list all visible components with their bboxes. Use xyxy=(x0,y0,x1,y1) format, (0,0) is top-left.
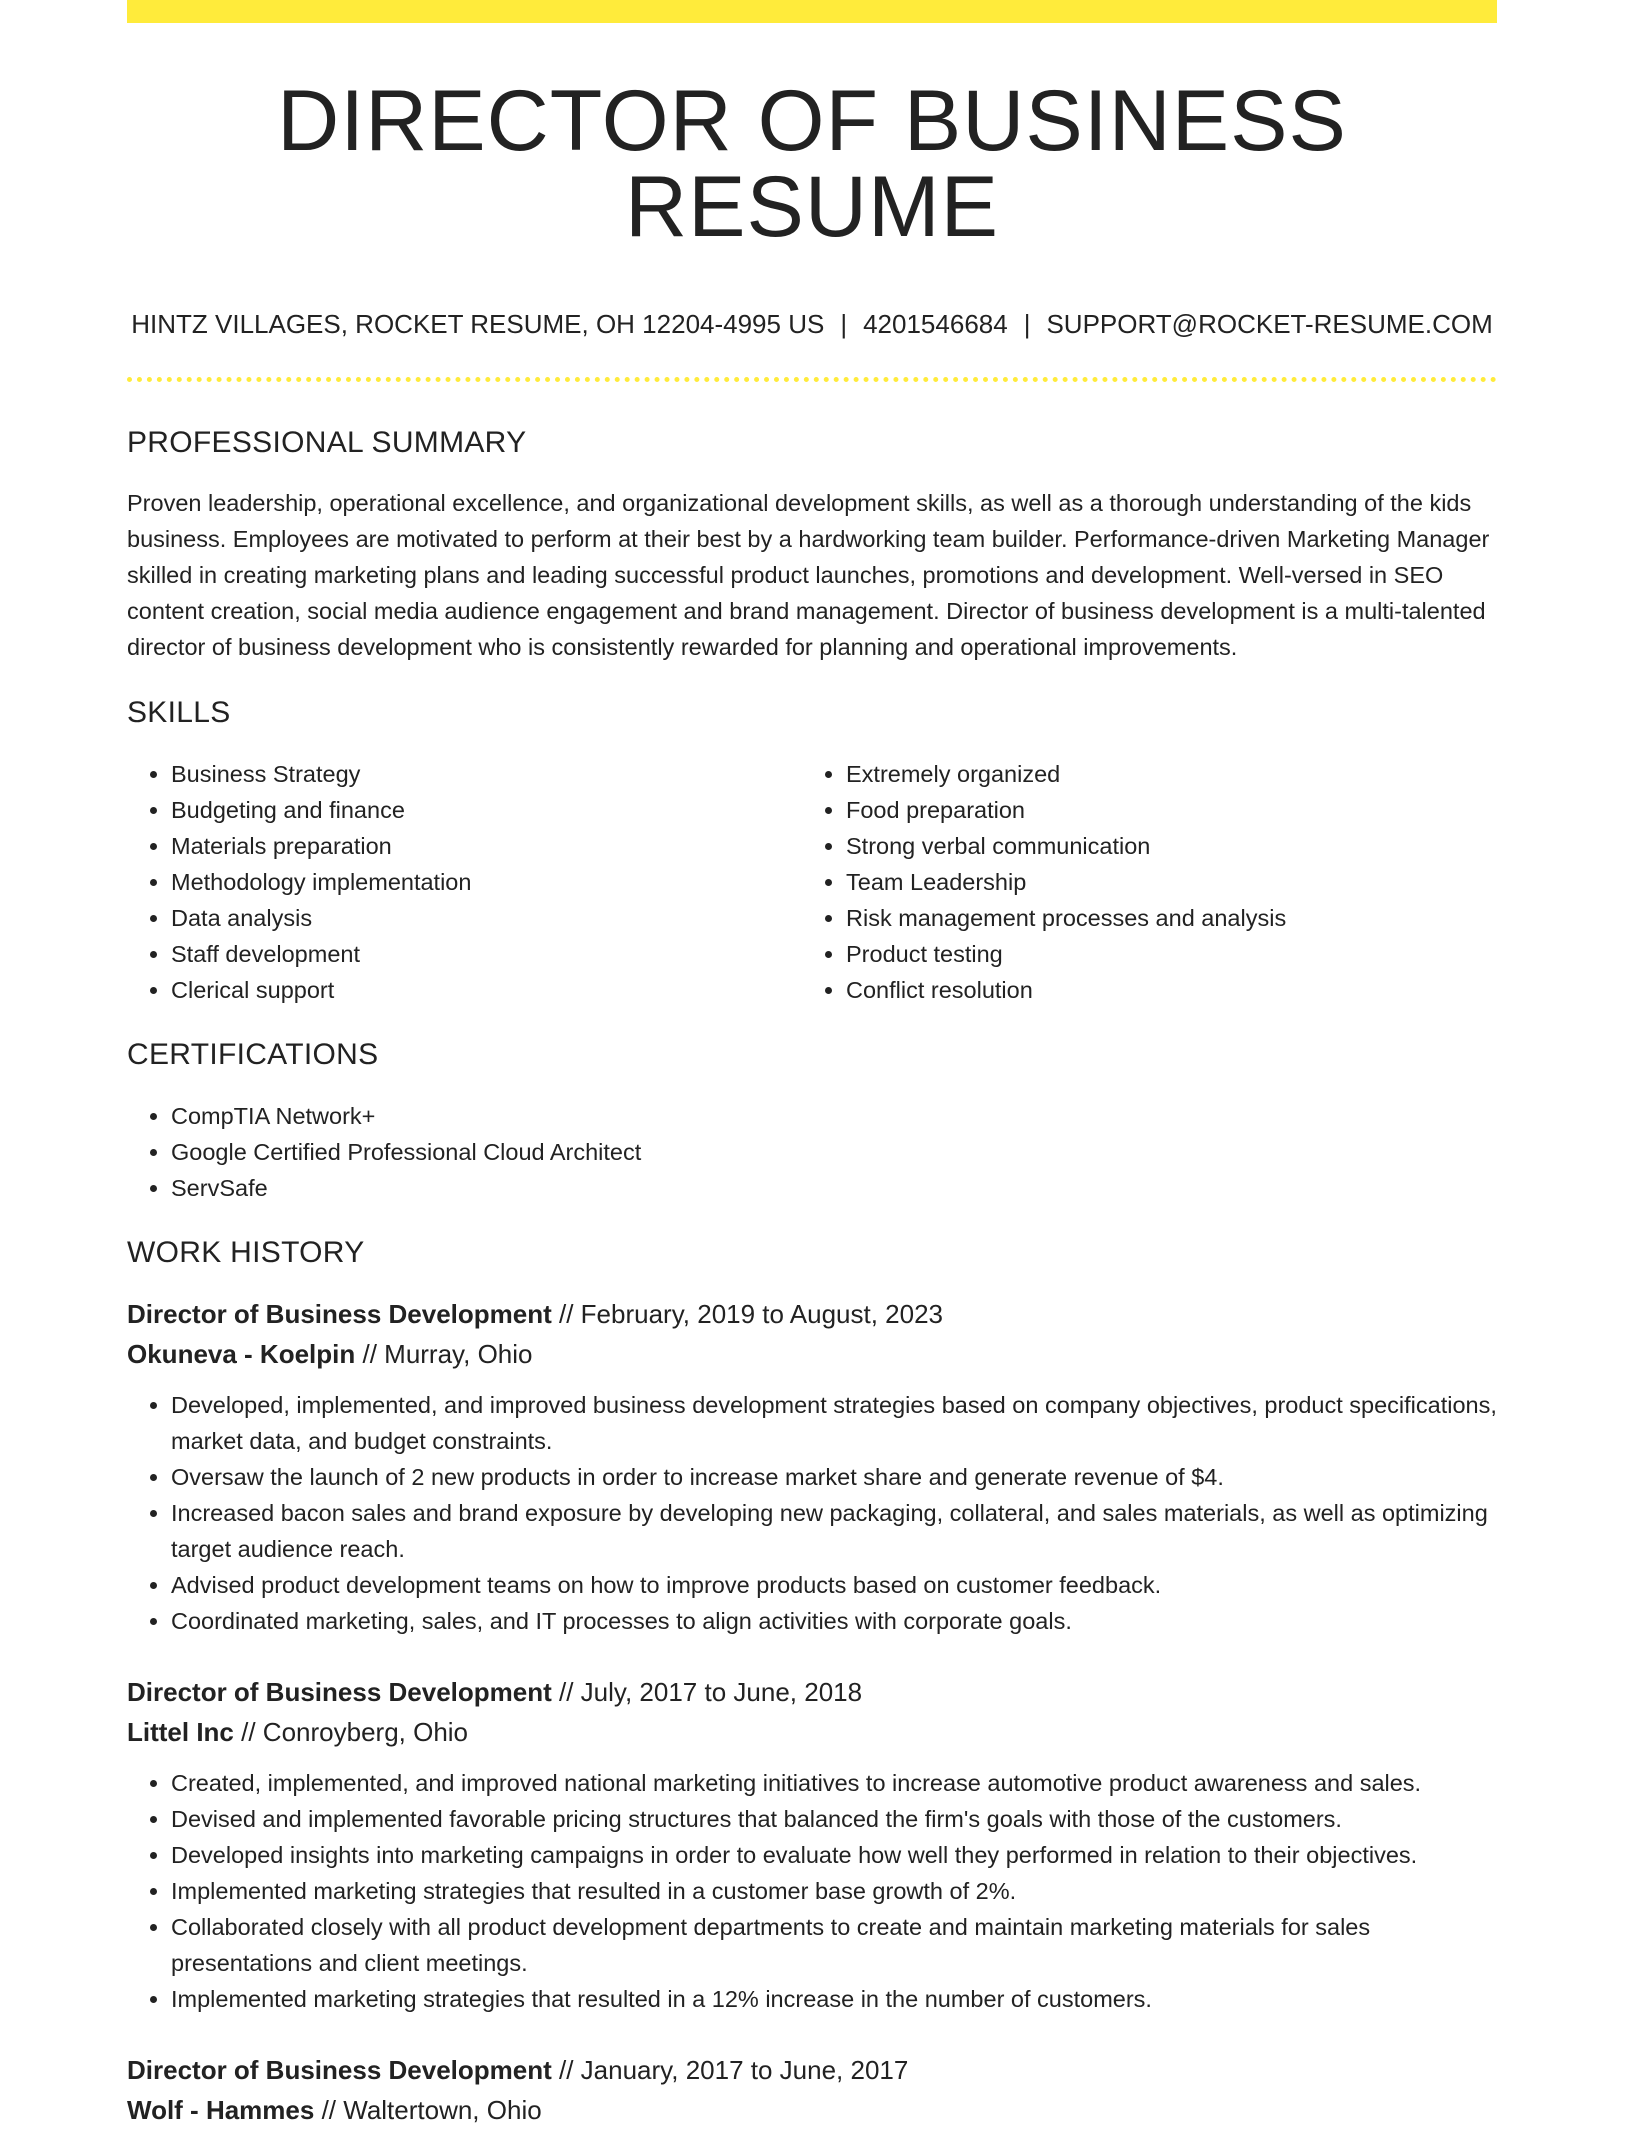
job-bullet: • Implemented marketing strategies that resulted in a 12% increase in the number of customers. xyxy=(171,1981,1497,2017)
job-bullet: • Developed insights into marketing campaigns in order to evaluate how well they performed in relation to their objectives. xyxy=(171,1837,1497,1873)
skill-item: • Business Strategy xyxy=(171,756,802,792)
skill-item: • Budgeting and finance xyxy=(171,792,802,828)
job-bullet: • Developed, implemented, and improved business development strategies based on company objectives, product specifications, market data, and budget constraints. xyxy=(171,1387,1497,1459)
job-dates: // January, 2017 to June, 2017 xyxy=(551,2055,909,2085)
job-bullet: • Created, implemented, and improved national marketing initiatives to increase automotive product awareness and sales. xyxy=(171,1765,1497,1801)
certification-item: • ServSafe xyxy=(171,1170,1497,1206)
skill-item: • Materials preparation xyxy=(171,828,802,864)
job-company: Littel Inc xyxy=(127,1717,234,1747)
job-entry xyxy=(127,1294,1497,1639)
accent-bar xyxy=(127,0,1497,23)
skill-item: • Conflict resolution xyxy=(846,972,1477,1008)
job-bullet: • Coordinated marketing, sales, and IT processes to align activities with corporate goals. xyxy=(171,1603,1497,1639)
contact-email: SUPPORT@ROCKET-RESUME.COM xyxy=(1046,309,1493,339)
skill-item: • Extremely organized xyxy=(846,756,1477,792)
job-location: // Waltertown, Ohio xyxy=(314,2095,542,2125)
contact-separator: | xyxy=(840,309,848,339)
job-bullet: • Devised and implemented favorable pricing structures that balanced the firm's goals with those of the customers. xyxy=(171,1801,1497,1837)
job-bullet: • Increased bacon sales and brand exposure by developing new packaging, collateral, and sales materials, as well as optimizing target audience reach. xyxy=(171,1495,1497,1567)
contact-line xyxy=(127,311,1497,337)
work-history-heading: WORK HISTORY xyxy=(127,1236,365,1269)
job-bullet: • Oversaw the launch of 2 new products in order to increase market share and generate revenue of $4. xyxy=(171,1459,1497,1495)
job-location: // Conroyberg, Ohio xyxy=(233,1717,469,1747)
skill-item: • Clerical support xyxy=(171,972,802,1008)
job-entry xyxy=(127,2050,1497,2130)
resume-page xyxy=(127,0,1497,2130)
skill-item: • Staff development xyxy=(171,936,802,972)
skills-column-right xyxy=(802,756,1477,1008)
job-company-line xyxy=(127,2090,1497,2130)
skill-item: • Food preparation xyxy=(846,792,1477,828)
job-company: Wolf - Hammes xyxy=(127,2095,315,2125)
dotted-divider xyxy=(127,377,1497,382)
job-dates: // July, 2017 to June, 2018 xyxy=(551,1677,863,1707)
skills-heading: SKILLS xyxy=(127,696,231,729)
skill-item: • Data analysis xyxy=(171,900,802,936)
skill-item: • Methodology implementation xyxy=(171,864,802,900)
job-bullet: • Implemented marketing strategies that resulted in a customer base growth of 2%. xyxy=(171,1873,1497,1909)
job-bullet: • Advised product development teams on how to improve products based on customer feedback. xyxy=(171,1567,1497,1603)
contact-phone: 4201546684 xyxy=(863,309,1008,339)
skill-item: • Risk management processes and analysis xyxy=(846,900,1477,936)
job-role-line xyxy=(127,2050,1497,2090)
certification-item: • CompTIA Network+ xyxy=(171,1098,1497,1134)
skill-item: • Team Leadership xyxy=(846,864,1477,900)
job-role-line xyxy=(127,1294,1497,1334)
skills-list xyxy=(127,756,1497,1008)
job-company-line xyxy=(127,1712,1497,1752)
job-bullets xyxy=(127,1387,1497,1639)
contact-separator: | xyxy=(1023,309,1031,339)
certification-item: • Google Certified Professional Cloud Architect xyxy=(171,1134,1497,1170)
skill-item: • Strong verbal communication xyxy=(846,828,1477,864)
certifications-list xyxy=(127,1098,1497,1206)
contact-address: HINTZ VILLAGES, ROCKET RESUME, OH 12204-4995 US xyxy=(131,309,825,339)
summary-text: Proven leadership, operational excellence, and organizational development skills, as well as a thorough understanding of the kids business. Employees are motivated to perform at their best by a hardworking team builder. Performance-driven Marketing Manager skilled in creating marketing plans and leading successful product launches, promotions and development. Well-versed in SEO content creation, social media audience engagement and brand management. Director of business development is a multi-talented director of business development who is consistently rewarded for planning and operational improvements. xyxy=(127,490,1490,660)
job-role: Director of Business Development xyxy=(127,1677,552,1707)
job-dates: // February, 2019 to August, 2023 xyxy=(551,1299,943,1329)
job-role: Director of Business Development xyxy=(127,1299,552,1329)
job-role: Director of Business Development xyxy=(127,2055,552,2085)
skills-column-left xyxy=(127,756,802,1008)
skill-item: • Product testing xyxy=(846,936,1477,972)
resume-title: DIRECTOR OF BUSINESS RESUME xyxy=(277,73,1347,255)
summary-heading: PROFESSIONAL SUMMARY xyxy=(127,426,527,459)
certifications-heading: CERTIFICATIONS xyxy=(127,1038,379,1071)
job-bullets xyxy=(127,1765,1497,2017)
job-location: // Murray, Ohio xyxy=(355,1339,533,1369)
job-company: Okuneva - Koelpin xyxy=(127,1339,356,1369)
job-role-line xyxy=(127,1672,1497,1712)
job-company-line xyxy=(127,1334,1497,1374)
job-bullet: • Collaborated closely with all product development departments to create and maintain marketing materials for sales presentations and client meetings. xyxy=(171,1909,1497,1981)
job-entry xyxy=(127,1672,1497,2017)
